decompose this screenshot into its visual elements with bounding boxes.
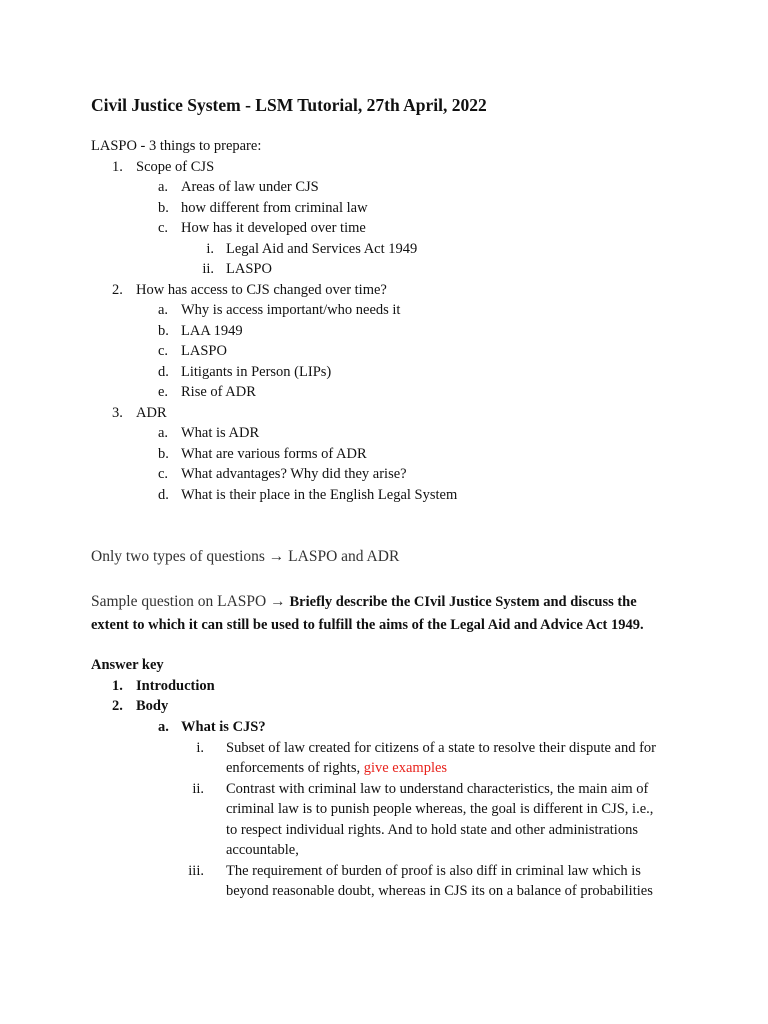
- paragraph-line: to respect individual rights. And to hold state and other administrations: [226, 822, 638, 838]
- list-marker: ii.: [202, 261, 214, 277]
- paragraph-line: Subset of law created for citizens of a state to resolve their dispute and for: [226, 740, 657, 756]
- list-item: LASPO: [181, 343, 227, 359]
- list-item: Rise of ADR: [181, 384, 256, 400]
- list-item: LASPO: [226, 261, 272, 277]
- list-item: Litigants in Person (LIPs): [181, 364, 332, 380]
- list-marker: 1.: [112, 678, 123, 694]
- answer-key-heading: Answer key: [91, 657, 164, 673]
- list-marker: a.: [158, 179, 169, 195]
- list-item: What is their place in the English Legal System: [181, 487, 458, 503]
- list-marker: b.: [158, 200, 169, 216]
- list-item: How has it developed over time: [181, 220, 366, 236]
- list-marker: 3.: [112, 405, 123, 421]
- list-marker: i.: [196, 740, 204, 756]
- list-item: Areas of law under CJS: [181, 179, 319, 195]
- list-marker: e.: [158, 384, 169, 400]
- list-marker: 1.: [112, 159, 123, 175]
- paragraph-line: beyond reasonable doubt, whereas in CJS its on a balance of probabilities: [226, 883, 653, 899]
- list-item: What is ADR: [181, 425, 260, 441]
- paragraph-line: criminal law is to punish people whereas, the goal is different in CJS, i.e.,: [226, 801, 654, 817]
- sample-question-bold-line2: extent to which it can still be used to fulfill the aims of the Legal Aid and Advice Act 1949.: [91, 617, 644, 633]
- sample-question: [91, 592, 637, 612]
- paragraph-line: [226, 758, 447, 778]
- list-item: how different from criminal law: [181, 200, 368, 216]
- list-item: What is CJS?: [181, 719, 266, 735]
- list-marker: c.: [158, 466, 169, 482]
- list-item: Why is access important/who needs it: [181, 302, 401, 318]
- list-marker: a.: [158, 302, 169, 318]
- list-marker: c.: [158, 220, 169, 236]
- list-marker: 2.: [112, 282, 123, 298]
- list-marker: ii.: [192, 781, 204, 797]
- paragraph-line: The requirement of burden of proof is also diff in criminal law which is: [226, 863, 641, 879]
- prep-heading: LASPO - 3 things to prepare:: [91, 138, 262, 154]
- list-marker: b.: [158, 323, 169, 339]
- list-item: How has access to CJS changed over time?: [136, 282, 387, 298]
- document-title: Civil Justice System - LSM Tutorial, 27th April, 2022: [91, 95, 487, 115]
- list-marker: d.: [158, 487, 169, 503]
- list-marker: d.: [158, 364, 169, 380]
- list-marker: a.: [158, 425, 169, 441]
- list-marker: iii.: [188, 863, 204, 879]
- list-item: Scope of CJS: [136, 159, 215, 175]
- sample-question-prefix: Sample question on LASPO →: [91, 593, 290, 610]
- list-marker: 2.: [112, 698, 123, 714]
- paragraph-text: enforcements of rights,: [226, 760, 364, 776]
- list-marker: i.: [206, 241, 214, 257]
- list-marker: c.: [158, 343, 169, 359]
- paragraph-line: accountable,: [226, 842, 299, 858]
- highlight-note: give examples: [363, 760, 448, 776]
- list-marker: b.: [158, 446, 169, 462]
- list-item: What advantages? Why did they arise?: [181, 466, 407, 482]
- list-item: LAA 1949: [181, 323, 243, 339]
- list-item: What are various forms of ADR: [181, 446, 367, 462]
- list-item: Introduction: [136, 678, 215, 694]
- list-item: Body: [136, 698, 169, 714]
- question-types-note: Only two types of questions → LASPO and ADR: [91, 548, 400, 565]
- paragraph-line: Contrast with criminal law to understand characteristics, the main aim of: [226, 781, 649, 797]
- list-item: Legal Aid and Services Act 1949: [226, 241, 418, 257]
- list-marker: a.: [158, 719, 169, 735]
- sample-question-bold: Briefly describe the CIvil Justice System and discuss the: [289, 594, 637, 610]
- list-item: ADR: [136, 405, 167, 421]
